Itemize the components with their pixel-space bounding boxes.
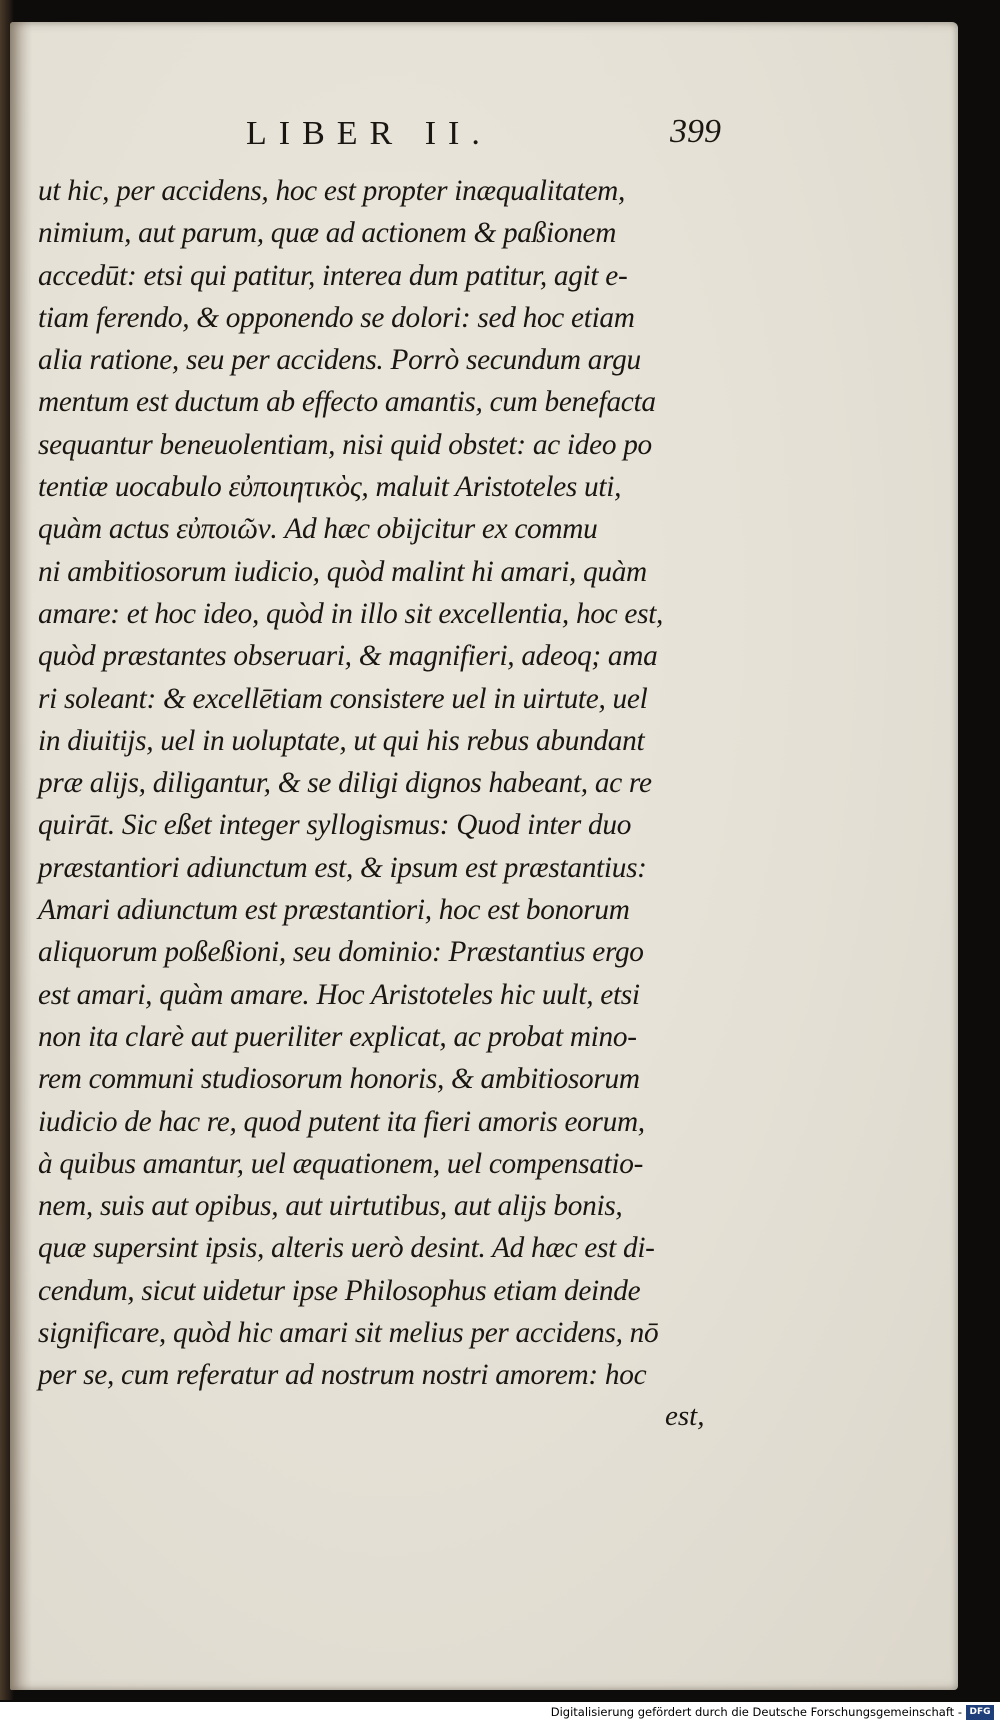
text-line: ni ambitiosorum iudicio, quòd malint hi amari, quàm xyxy=(38,555,647,588)
gutter-shadow xyxy=(10,22,32,1690)
text-line: iudicio de hac re, quod putent ita fieri amoris eorum, xyxy=(38,1105,645,1138)
text-line: rem communi studiosorum honoris, & ambitiosorum xyxy=(38,1063,640,1096)
text-line: accedūt: etsi qui patitur, interea dum patitur, agit e- xyxy=(38,259,628,292)
text-line: sequantur beneuolentiam, nisi quid obstet: ac ideo po xyxy=(38,428,652,461)
text-line: per se, cum referatur ad nostrum nostri amorem: hoc xyxy=(38,1359,647,1392)
text-line: quòd præstantes obseruari, & magnifieri, adeoq; ama xyxy=(38,640,658,673)
text-line: tiam ferendo, & opponendo se dolori: sed hoc etiam xyxy=(38,301,635,334)
text-line: Amari adiunctum est præstantiori, hoc est bonorum xyxy=(38,894,630,927)
digitization-footer xyxy=(0,1702,1000,1725)
text-line: tentiæ uocabulo εὐποιητικὸς, maluit Aristoteles uti, xyxy=(38,471,622,504)
text-line: præ alijs, diligantur, & se diligi dignos habeant, ac re xyxy=(38,767,652,800)
text-line: in diuitijs, uel in uoluptate, ut qui his rebus abundant xyxy=(38,724,645,757)
text-line: non ita clarè aut pueriliter explicat, ac probat mino- xyxy=(38,1020,637,1053)
running-head: LIBER II. xyxy=(246,115,492,152)
text-line: ut hic, per accidens, hoc est propter inæqualitatem, xyxy=(38,175,626,207)
text-line: nimium, aut parum, quæ ad actionem & paßionem xyxy=(38,217,617,250)
dfg-logo-icon: DFG xyxy=(966,1705,994,1720)
text-line: à quibus amantur, uel æquationem, uel compensatio- xyxy=(38,1147,644,1180)
text-line: ri soleant: & excellētiam consistere uel in uirtute, uel xyxy=(38,682,648,715)
text-line: quæ supersint ipsis, alteris uerò desint. Ad hæc est di- xyxy=(38,1232,655,1265)
text-line: alia ratione, seu per accidens. Porrò secundum argu xyxy=(38,344,641,377)
catchword: est, xyxy=(665,1400,705,1432)
funding-credit: Digitalisierung gefördert durch die Deutsche Forschungsgemeinschaft - xyxy=(550,1705,962,1719)
text-line: quàm actus εὐποιῶν. Ad hæc obijcitur ex commu xyxy=(38,513,598,546)
text-line: est amari, quàm amare. Hoc Aristoteles hic uult, etsi xyxy=(38,978,640,1011)
text-line: mentum est ductum ab effecto amantis, cum benefacta xyxy=(38,386,656,419)
body-text xyxy=(38,170,738,1397)
text-line: quirāt. Sic eßet integer syllogismus: Quod inter duo xyxy=(38,809,632,842)
page-number: 399 xyxy=(670,113,721,150)
text-line: nem, suis aut opibus, aut uirtutibus, aut alijs bonis, xyxy=(38,1190,623,1223)
page-header xyxy=(246,115,746,165)
text-line: cendum, sicut uidetur ipse Philosophus etiam deinde xyxy=(38,1274,641,1307)
text-line: significare, quòd hic amari sit melius per accidens, nō xyxy=(38,1317,659,1350)
text-line: aliquorum poßeßioni, seu dominio: Præstantius ergo xyxy=(38,936,644,969)
book-page xyxy=(10,22,958,1690)
text-line: amare: et hoc ideo, quòd in illo sit excellentia, hoc est, xyxy=(38,597,664,630)
text-line: præstantiori adiunctum est, & ipsum est præstantius: xyxy=(38,851,647,884)
